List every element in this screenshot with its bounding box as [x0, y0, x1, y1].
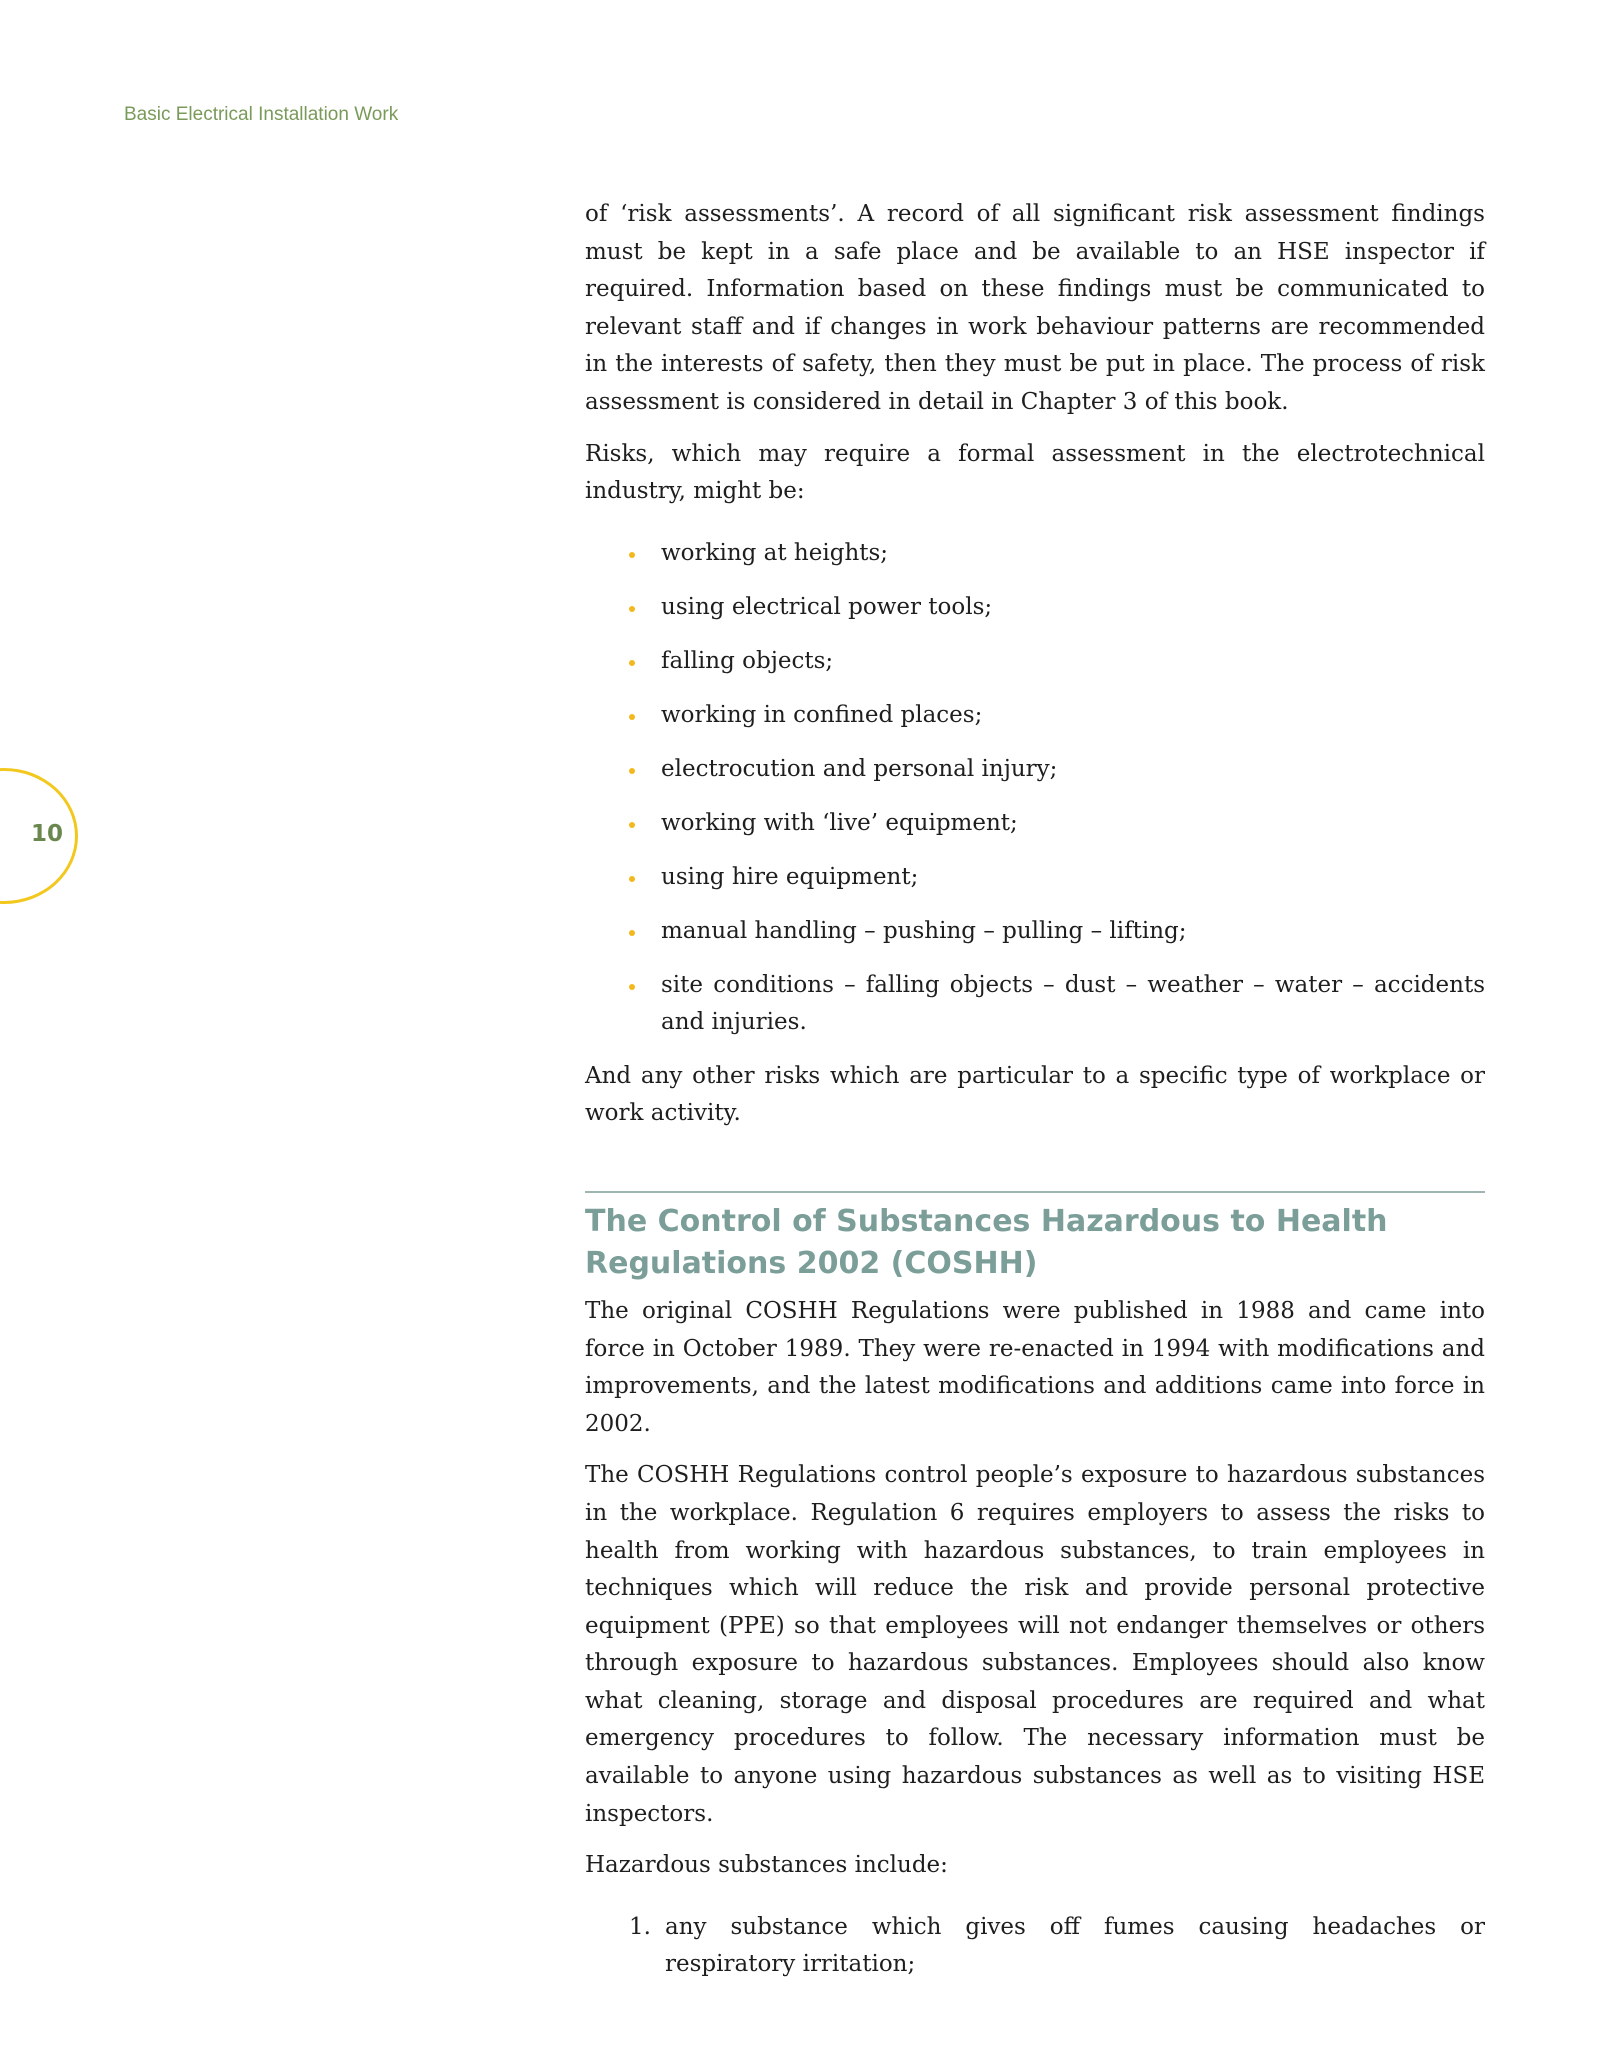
- bullet-icon: [629, 606, 635, 612]
- list-item: [585, 643, 1485, 680]
- section-heading: The Control of Substances Hazardous to Health Regulations 2002 (COSHH): [585, 1203, 1388, 1281]
- section-paragraph: The original COSHH Regulations were published in 1988 and came into force in October 1989. They were re-enacted in 1994 with modifications and improvements, and the latest modifications and additions came into force in 2002.: [585, 1297, 1485, 1437]
- list-item: [585, 697, 1485, 734]
- list-item-text: using hire equipment;: [661, 863, 919, 890]
- list-item: [585, 535, 1485, 572]
- list-item: [585, 967, 1485, 1041]
- bullet-icon: [629, 714, 635, 720]
- list-item-text: falling objects;: [661, 647, 834, 674]
- list-item: [585, 805, 1485, 842]
- bullet-icon: [629, 552, 635, 558]
- list-item-text: site conditions – falling objects – dust – weather – water – accidents and injuries.: [661, 971, 1485, 1035]
- section-paragraph: Hazardous substances include:: [585, 1852, 948, 1879]
- list-item-text: working at heights;: [661, 539, 889, 566]
- list-item: [585, 751, 1485, 788]
- hazardous-substances-list: [585, 1909, 1485, 1984]
- bullet-icon: [629, 876, 635, 882]
- intro-paragraph: of ‘risk assessments’. A record of all significant risk assessment findings must be kept in a safe place and be available to an HSE inspector if required. Information based on these findings must be communicated to relevant staff and if changes in work behaviour patterns are recommended in the interests of safety, then they must be put in place. The process of risk assessment is considered in detail in Chapter 3 of this book.: [585, 201, 1485, 415]
- bullet-icon: [629, 930, 635, 936]
- list-item-text: electrocution and personal injury;: [661, 755, 1058, 782]
- risks-intro-paragraph: Risks, which may require a formal assessment in the electrotechnical industry, might be:: [585, 440, 1485, 505]
- bullet-icon: [629, 822, 635, 828]
- section-paragraph: The COSHH Regulations control people’s exposure to hazardous substances in the workplace. Regulation 6 requires employers to assess the risks to health from working with hazardous substances, to train employees in techniques which will reduce the risk and provide personal protective equipment (PPE) so that employees will not endanger themselves or others through exposure to hazardous substances. Employees should also know what cleaning, storage and disposal procedures are required and what emergency procedures to follow. The necessary information must be available to anyone using hazardous substances as well as to visiting HSE inspectors.: [585, 1462, 1485, 1827]
- main-text-column: [585, 196, 1485, 1984]
- bullet-icon: [629, 984, 635, 990]
- list-item-text: any substance which gives off fumes causing headaches or respiratory irritation;: [665, 1913, 1485, 1978]
- list-item-text: working in confined places;: [661, 701, 983, 728]
- bullet-icon: [629, 768, 635, 774]
- list-item: [585, 859, 1485, 896]
- list-item-text: manual handling – pushing – pulling – lifting;: [661, 917, 1187, 944]
- list-item: [585, 1909, 1485, 1984]
- list-item-text: using electrical power tools;: [661, 593, 993, 620]
- running-head: Basic Electrical Installation Work: [124, 104, 399, 125]
- bullet-icon: [629, 660, 635, 666]
- risks-closing-paragraph: And any other risks which are particular to a specific type of workplace or work activity.: [585, 1062, 1485, 1127]
- risk-list: [585, 535, 1485, 1041]
- list-item: [585, 589, 1485, 626]
- section-divider: [585, 1191, 1485, 1193]
- page-number: 10: [30, 821, 63, 847]
- list-item-text: working with ‘live’ equipment;: [661, 809, 1018, 836]
- list-item: [585, 913, 1485, 950]
- list-item-number: 1.: [629, 1913, 651, 1940]
